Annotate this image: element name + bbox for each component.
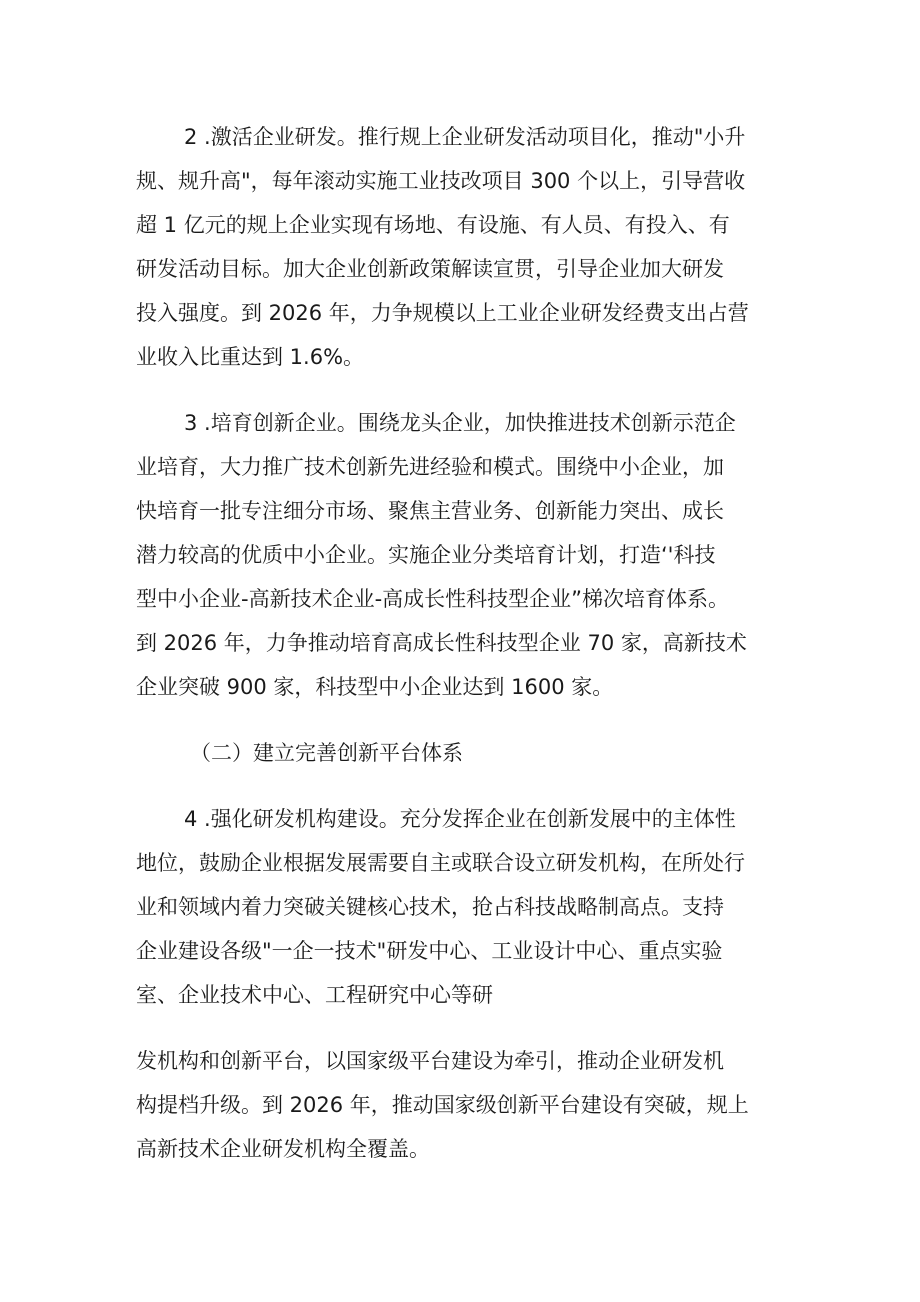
paragraph-4-line-5: 室、企业技术中心、工程研究中心等研 bbox=[136, 983, 493, 1007]
paragraph-4-line-1: 4 .强化研发机构建设。充分发挥企业在创新发展中的主体性 bbox=[184, 807, 736, 831]
paragraph-2-line-2: 规、规升高"，每年滚动实施工业技改项目 300 个以上，引导营收 bbox=[136, 169, 746, 193]
paragraph-3-line-1: 3 .培育创新企业。围绕龙头企业，加快推进技术创新示范企 bbox=[184, 411, 736, 435]
paragraph-4-line-3: 业和领域内着力突破关键核心技术，抢占科技战略制高点。支持 bbox=[136, 895, 724, 919]
section-heading: （二）建立完善创新平台体系 bbox=[190, 741, 463, 765]
paragraph-4-line-2: 地位，鼓励企业根据发展需要自主或联合设立研发机构，在所处行 bbox=[136, 851, 745, 875]
paragraph-2-line-5: 投入强度。到 2026 年，力争规模以上工业企业研发经费支出占营 bbox=[136, 301, 749, 325]
paragraph-3-line-5: 型中小企业-高新技术企业-高成长性科技型企业”梯次培育体系。 bbox=[136, 587, 730, 611]
paragraph-2-line-1: 2 .激活企业研发。推行规上企业研发活动项目化，推动"小升 bbox=[184, 125, 746, 149]
paragraph-2-line-4: 研发活动目标。加大企业创新政策解读宣贯，引导企业加大研发 bbox=[136, 257, 724, 281]
paragraph-3-line-3: 快培育一批专注细分市场、聚焦主营业务、创新能力突出、成长 bbox=[136, 499, 724, 523]
paragraph-2-line-3: 超 1 亿元的规上企业实现有场地、有设施、有人员、有投入、有 bbox=[136, 213, 730, 237]
paragraph-4b-line-1: 发机构和创新平台，以国家级平台建设为牵引，推动企业研发机 bbox=[136, 1049, 724, 1073]
paragraph-4-line-4: 企业建设各级"一企一技术"研发中心、工业设计中心、重点实验 bbox=[136, 939, 723, 963]
paragraph-3-line-7: 企业突破 900 家，科技型中小企业达到 1600 家。 bbox=[136, 675, 614, 699]
paragraph-3-line-2: 业培育，大力推广技术创新先进经验和模式。围绕中小企业，加 bbox=[136, 455, 724, 479]
paragraph-4b-line-2: 构提档升级。到 2026 年，推动国家级创新平台建设有突破，规上 bbox=[136, 1093, 749, 1117]
paragraph-3-line-6: 到 2026 年，力争推动培育高成长性科技型企业 70 家，高新技术 bbox=[136, 631, 747, 655]
paragraph-3-line-4: 潜力较高的优质中小企业。实施企业分类培育计划，打造‘'科技 bbox=[136, 543, 716, 567]
paragraph-2-line-6: 业收入比重达到 1.6%。 bbox=[136, 345, 365, 369]
paragraph-4b-line-3: 高新技术企业研发机构全覆盖。 bbox=[136, 1137, 430, 1161]
